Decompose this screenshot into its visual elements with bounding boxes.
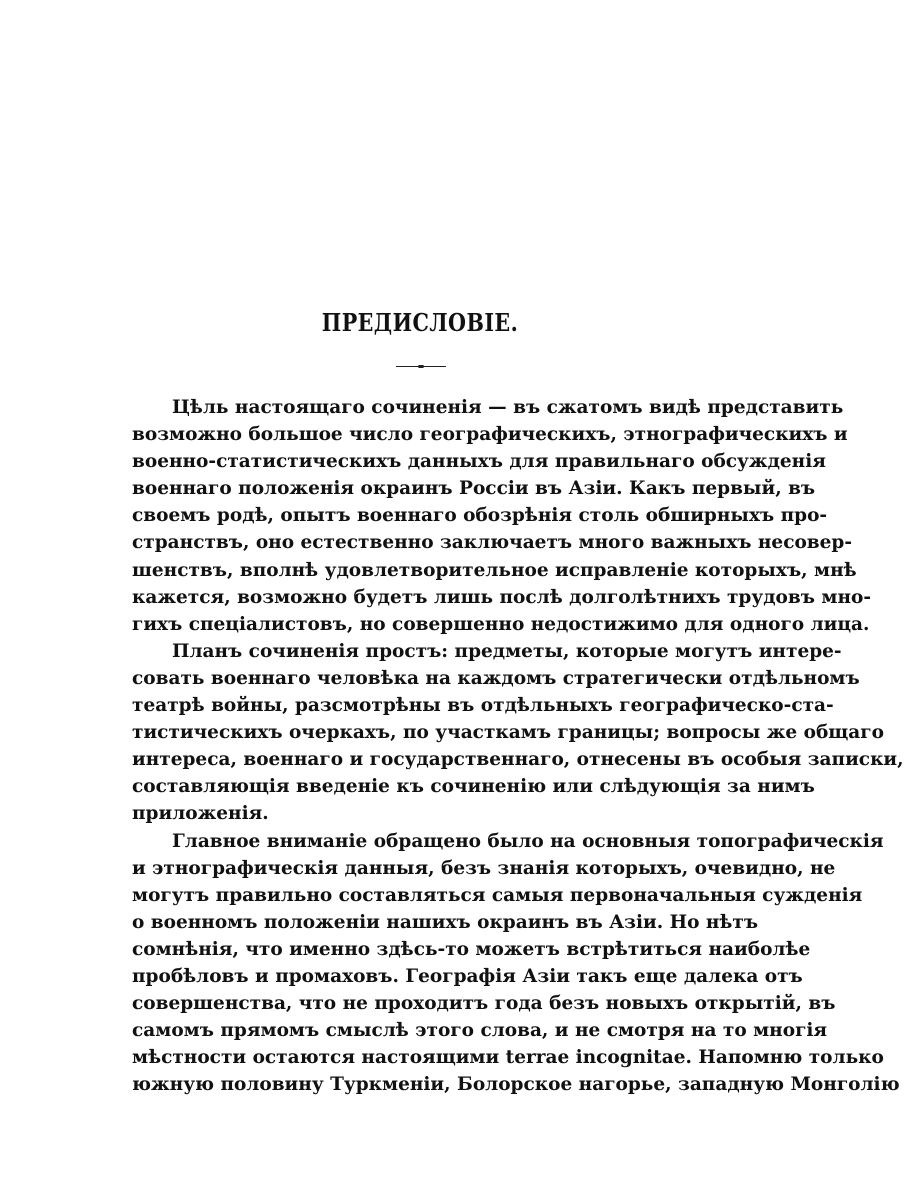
text-line: сомнѣнія, что именно здѣсь-то можетъ встрѣтиться наиболѣе bbox=[132, 938, 811, 960]
text-line: составляющія введеніе къ сочиненію или слѣдующія за нимъ bbox=[132, 776, 815, 798]
text-line: своемъ родѣ, опытъ военнаго обозрѣнія столь обширныхъ про- bbox=[132, 505, 828, 527]
text-line: Планъ сочиненія простъ: предметы, которые могутъ интере- bbox=[172, 640, 842, 662]
text-line: военнаго положенія окраинъ Россіи въ Азіи. Какъ первый, въ bbox=[132, 478, 816, 500]
text-line: совать военнаго человѣка на каждомъ стратегически отдѣльномъ bbox=[132, 667, 860, 689]
text-line: самомъ прямомъ смыслѣ этого слова, и не смотря на то многія bbox=[132, 1020, 828, 1042]
text-line: возможно большое число географическихъ, этнографическихъ и bbox=[132, 424, 848, 446]
text-line: гихъ спеціалистовъ, но совершенно недостижимо для одного лица. bbox=[132, 613, 870, 635]
preface-text bbox=[132, 394, 904, 1098]
text-line: могутъ правильно составляться самыя первоначальныя сужденія bbox=[132, 884, 863, 906]
text-line: интереса, военнаго и государственнаго, отнесены въ особыя записки, bbox=[132, 749, 904, 771]
text-line: и этнографическія данныя, безъ знанія которыхъ, очевидно, не bbox=[132, 857, 836, 879]
text-line: шенствъ, вполнѣ удовлетворительное исправленіе которыхъ, мнѣ bbox=[132, 559, 857, 581]
divider-dot bbox=[418, 365, 424, 368]
text-line: о военномъ положеніи нашихъ окраинъ въ Азіи. Но нѣтъ bbox=[132, 911, 759, 933]
text-line: странствъ, оно естественно заключаетъ много важныхъ несовер- bbox=[132, 532, 853, 554]
text-line: южную половину Туркменіи, Болорское нагорье, западную Монголію bbox=[132, 1074, 900, 1096]
text-line: Цѣль настоящаго сочиненія — въ сжатомъ видѣ представить bbox=[172, 397, 844, 418]
text-line: тистическихъ очеркахъ, по участкамъ границы; вопросы же общаго bbox=[132, 722, 884, 744]
text-line: военно-статистическихъ данныхъ для правильнаго обсужденія bbox=[132, 451, 826, 473]
text-line: кажется, возможно будетъ лишь послѣ долголѣтнихъ трудовъ мно- bbox=[132, 586, 871, 608]
text-line: мѣстности остаются настоящими terrae incognitae. Напомню только bbox=[132, 1047, 884, 1069]
page-title: ПРЕДИСЛОВІЕ. bbox=[321, 308, 519, 337]
text-line: театрѣ войны, разсмотрѣны въ отдѣльныхъ географическо-ста- bbox=[132, 695, 834, 717]
text-line: совершенства, что не проходитъ года безъ новыхъ открытій, въ bbox=[132, 993, 836, 1015]
text-line: приложенія. bbox=[132, 803, 269, 825]
text-line: Главное вниманіе обращено было на основныя топографическія bbox=[172, 830, 884, 852]
title-ornament-divider bbox=[396, 365, 446, 368]
text-line: пробѣловъ и промаховъ. Географія Азіи такъ еще далека отъ bbox=[132, 965, 803, 987]
